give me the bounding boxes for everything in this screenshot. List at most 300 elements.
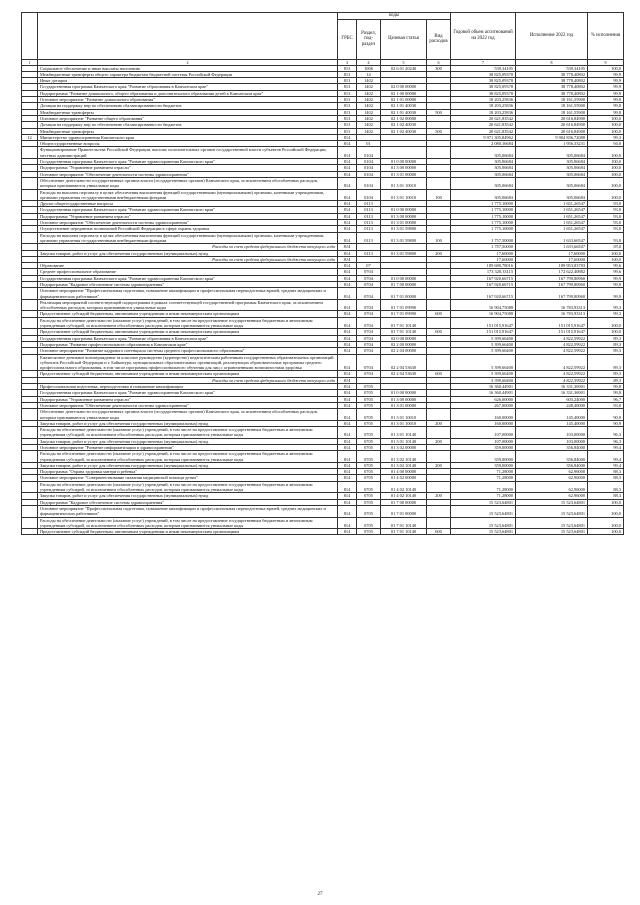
row-name: Предоставление субсидий бюджетным, автономным учреждениям и иным некоммерческим организациям — [38, 329, 338, 335]
row-plan-amount: 17,60000 — [451, 250, 516, 256]
row-number — [22, 288, 38, 300]
table-row — [22, 427, 624, 439]
row-target-article: 01 4 02 10140 — [381, 493, 427, 499]
row-number — [22, 354, 38, 371]
row-section: 0104 — [357, 171, 381, 177]
row-section: 1402 — [357, 90, 381, 96]
row-plan-amount: 1 775,10000 — [451, 201, 516, 207]
row-fact-amount: 145,40000 — [516, 420, 588, 426]
row-fact-amount: 1 651,26547 — [516, 207, 588, 213]
row-grbs: 814 — [338, 451, 357, 463]
row-grbs: 814 — [338, 499, 357, 505]
row-fact-amount: 1 651,26547 — [516, 201, 588, 207]
row-fact-amount: 539,34105 — [516, 65, 588, 71]
row-plan-amount: 38 825,09378 — [451, 90, 516, 96]
row-section: 0104 — [357, 177, 381, 189]
row-section: 0705 — [357, 396, 381, 402]
row-percent: 100,0 — [588, 499, 624, 505]
row-fact-amount: 103,00000 — [516, 427, 588, 439]
row-section: 0705 — [357, 438, 381, 444]
row-plan-amount: 359,00000 — [451, 451, 516, 463]
row-plan-amount: 38 825,09378 — [451, 84, 516, 90]
row-plan-amount: 359,00000 — [451, 445, 516, 451]
row-name: Осуществление переданных полномочий Российской Федерации в сфере охраны здоровья — [38, 226, 338, 232]
column-index: 9 — [588, 59, 624, 65]
row-percent: 100,0 — [588, 115, 624, 121]
row-target-article: 01 7 01 10140 — [381, 517, 427, 529]
row-target-article: 01 3 01 10010 — [381, 189, 427, 201]
column-index: 4 — [357, 59, 381, 65]
row-expense-type: 100 — [427, 232, 451, 244]
row-grbs: 814 — [338, 177, 357, 189]
row-plan-amount: 15 523,64801 — [451, 529, 516, 535]
row-name: Расходы за счет средств федерального бюджета текущего года — [38, 256, 338, 262]
row-grbs: 814 — [338, 371, 357, 377]
row-name: Подпрограмма "Управление развитием отрасли" — [38, 165, 338, 171]
row-target-article: 01 3 00 00000 — [381, 213, 427, 219]
row-percent: 100,0 — [588, 177, 624, 189]
row-target-article: 01 3 01 10010 — [381, 409, 427, 421]
row-percent: 99,6 — [588, 269, 624, 275]
row-target-article: 01 3 01 59800 — [381, 250, 427, 256]
row-expense-type: 600 — [427, 371, 451, 377]
row-fact-amount: 62,96000 — [516, 469, 588, 475]
row-name: Подпрограмма "Охрана здоровья матери и ребенка" — [38, 469, 338, 475]
row-grbs: 814 — [338, 213, 357, 219]
row-name: Государственная программа Камчатского края "Развитие здравоохранения Камчатского края" — [38, 390, 338, 396]
row-percent: 88,3 — [588, 475, 624, 481]
row-target-article: 01 7 01 09990 — [381, 311, 427, 317]
row-target-article: 02 0 00 00000 — [381, 84, 427, 90]
row-number — [22, 409, 38, 421]
row-fact-amount: 305,06684 — [516, 177, 588, 189]
row-target-article: 02 1 01 40030 — [381, 103, 427, 109]
row-plan-amount: 151 015,91647 — [451, 329, 516, 335]
row-percent: 99,8 — [588, 384, 624, 390]
row-percent: 88,3 — [588, 493, 624, 499]
row-percent: 99,3 — [588, 134, 624, 140]
row-grbs: 814 — [338, 493, 357, 499]
row-grbs: 814 — [338, 201, 357, 207]
row-section: 0113 — [357, 207, 381, 213]
row-fact-amount: 15 523,64801 — [516, 499, 588, 505]
row-name: Закупка товаров, работ и услуг для обеспечения государственных (муниципальных) нужд — [38, 250, 338, 256]
row-plan-amount: 1 775,10000 — [451, 207, 516, 213]
table-row — [22, 505, 624, 517]
row-plan-amount: 15 523,64801 — [451, 499, 516, 505]
row-plan-amount: 173 320,33115 — [451, 269, 516, 275]
row-target-article: 01 3 01 10140 — [381, 427, 427, 439]
row-grbs: 814 — [338, 517, 357, 529]
row-target-article: 01 0 00 00000 — [381, 390, 427, 396]
row-name: Расходы на выплаты персоналу в целях обеспечения выполнения функций государственными (муниципальными) органами, казенными учреждениями, органами управления государственными внебюджетными фондами — [38, 189, 338, 201]
row-percent: 99,3 — [588, 311, 624, 317]
row-name: Межбюджетные трансферты — [38, 128, 338, 134]
row-expense-type: 500 — [427, 109, 451, 115]
row-fact-amount: 20 616,84900 — [516, 122, 588, 128]
row-name: Среднее профессиональное образование — [38, 269, 338, 275]
row-name: Дотация на поддержку мер по обеспечению сбалансированности бюджетов — [38, 122, 338, 128]
row-name: Реализация мероприятий соответствующей подпрограммы в рамках соответствующей государственной программы Камчатского края, за исключением обособленных расходов, которым присваиваются уникальные коды — [38, 299, 338, 311]
row-fact-amount: 62,96000 — [516, 481, 588, 493]
row-plan-amount: 5 399,66400 — [451, 377, 516, 383]
row-fact-amount: 305,06684 — [516, 159, 588, 165]
row-target-article: 02 1 02 00000 — [381, 115, 427, 121]
row-percent: 89,3 — [588, 377, 624, 383]
row-fact-amount: 4 822,59922 — [516, 371, 588, 377]
row-plan-amount: 16 360,44901 — [451, 390, 516, 396]
row-percent: 88,3 — [588, 469, 624, 475]
row-target-article: 01 4 00 00000 — [381, 469, 427, 475]
row-fact-amount: 1 651,26547 — [516, 213, 588, 219]
row-plan-amount: 18 203,25836 — [451, 109, 516, 115]
row-fact-amount: 4 822,59922 — [516, 348, 588, 354]
row-grbs: 814 — [338, 226, 357, 232]
row-plan-amount: 20 621,83542 — [451, 115, 516, 121]
row-plan-amount: 20 621,83542 — [451, 128, 516, 134]
row-name: Государственная программа Камчатского края "Развитие образования в Камчатском крае" — [38, 84, 338, 90]
row-target-article: 02 1 02 40030 — [381, 122, 427, 128]
row-name: Расходы на выплаты персоналу в целях обеспечения выполнения функций государственными (муниципальными) органами, казенными учреждениями, органами управления государственными внебюджетными фондами — [38, 232, 338, 244]
row-percent: 99,9 — [588, 78, 624, 84]
row-grbs: 813 — [338, 97, 357, 103]
row-section: 0104 — [357, 165, 381, 171]
row-expense-type — [427, 147, 451, 159]
table-row — [22, 177, 624, 189]
row-name: Расходы за счет средств федерального бюджета текущего года — [38, 377, 338, 383]
row-target-article: 01 3 01 10010 — [381, 177, 427, 189]
row-plan-amount: 305,06684 — [451, 177, 516, 189]
row-grbs: 814 — [338, 481, 357, 493]
row-plan-amount: 1 757,50000 — [451, 244, 516, 250]
row-fact-amount: 1 633,66547 — [516, 244, 588, 250]
row-grbs: 814 — [338, 244, 357, 250]
row-percent: 100,0 — [588, 189, 624, 201]
row-grbs: 813 — [338, 71, 357, 77]
row-section: 1006 — [357, 65, 381, 71]
row-grbs: 814 — [338, 427, 357, 439]
row-section: 14 — [357, 71, 381, 77]
row-grbs: 814 — [338, 445, 357, 451]
row-section: 0113 — [357, 213, 381, 219]
row-section: 0113 — [357, 201, 381, 207]
row-target-article: 02 2 04 53630 — [381, 371, 427, 377]
row-name: Государственная программа Камчатского края "Развитие здравоохранения Камчатского края" — [38, 159, 338, 165]
row-fact-amount: 38 778,40802 — [516, 90, 588, 96]
row-fact-amount: 248,40000 — [516, 402, 588, 408]
row-fact-amount: 16 331,36901 — [516, 384, 588, 390]
row-section: 0705 — [357, 409, 381, 421]
row-fact-amount: 15 523,64801 — [516, 529, 588, 535]
col-number-header — [22, 13, 38, 60]
row-expense-type: 500 — [427, 128, 451, 134]
row-percent: 100,0 — [588, 147, 624, 159]
table-row — [22, 451, 624, 463]
row-section: 01 — [357, 141, 381, 147]
row-fact-amount: 1 651,26547 — [516, 220, 588, 226]
row-plan-amount: 5 399,66400 — [451, 348, 516, 354]
col-name-header — [38, 13, 338, 60]
row-grbs: 814 — [338, 420, 357, 426]
row-section: 1402 — [357, 115, 381, 121]
row-target-article: 01 4 02 10140 — [381, 481, 427, 493]
row-percent: 99,4 — [588, 451, 624, 463]
row-section: 0705 — [357, 402, 381, 408]
row-target-article: 01 3 01 00000 — [381, 171, 427, 177]
row-fact-amount: 151 015,91647 — [516, 329, 588, 335]
row-name: Закупка товаров, работ и услуг для обеспечения государственных (муниципальных) нужд — [38, 438, 338, 444]
row-percent: 100,0 — [588, 529, 624, 535]
row-grbs: 814 — [338, 329, 357, 335]
row-section: 0104 — [357, 147, 381, 159]
row-expense-type: 300 — [427, 65, 451, 71]
row-grbs: 814 — [338, 341, 357, 347]
row-name: Основное мероприятие "Развитие дошкольного образования" — [38, 97, 338, 103]
row-plan-amount: 17,60000 — [451, 256, 516, 262]
row-expense-type: 600 — [427, 529, 451, 535]
row-target-article: 01 7 01 00000 — [381, 288, 427, 300]
row-target-article: 01 7 01 10140 — [381, 529, 427, 535]
row-expense-type: 200 — [427, 462, 451, 468]
row-section: 0104 — [357, 189, 381, 201]
row-name: Основное мероприятие "Профессиональная подготовка, повышение квалификации и профессиональная переподготовка врачей, средних медицинских и фармацевтических работников" — [38, 505, 338, 517]
row-fact-amount: 356,84000 — [516, 462, 588, 468]
row-grbs: 814 — [338, 354, 357, 371]
row-fact-amount: 356,84000 — [516, 445, 588, 451]
row-fact-amount: 145,40000 — [516, 409, 588, 421]
row-percent: 99,9 — [588, 84, 624, 90]
row-fact-amount: 172 622,40882 — [516, 269, 588, 275]
row-percent: 99,4 — [588, 445, 624, 451]
row-target-article: 01 3 01 00000 — [381, 220, 427, 226]
row-percent: 99,8 — [588, 97, 624, 103]
row-target-article: 02 1 01 40030 — [381, 109, 427, 115]
row-target-article: 01 3 00 00000 — [381, 165, 427, 171]
row-expense-type — [427, 409, 451, 421]
row-percent: 100,0 — [588, 256, 624, 262]
row-section: 07 — [357, 263, 381, 269]
row-percent: 89,3 — [588, 335, 624, 341]
row-fact-amount: 62,96000 — [516, 493, 588, 499]
row-grbs: 814 — [338, 288, 357, 300]
table-header — [22, 13, 624, 66]
row-fact-amount: 17,60000 — [516, 256, 588, 262]
row-plan-amount: 1 775,10000 — [451, 226, 516, 232]
row-percent: 100,0 — [588, 517, 624, 529]
row-percent: 100,0 — [588, 329, 624, 335]
row-grbs: 814 — [338, 469, 357, 475]
row-percent: 90,9 — [588, 409, 624, 421]
row-target-article: 01 3 01 59800 — [381, 226, 427, 232]
fact-header: Исполнение 2022 год — [516, 13, 588, 60]
row-target-article: 01 7 01 10140 — [381, 317, 427, 329]
row-expense-type — [427, 177, 451, 189]
table-row — [22, 299, 624, 311]
row-grbs: 813 — [338, 90, 357, 96]
row-grbs: 814 — [338, 189, 357, 201]
row-plan-amount: 71,28000 — [451, 481, 516, 493]
row-expense-type — [427, 354, 451, 371]
row-percent: 96,7 — [588, 396, 624, 402]
row-section: 0705 — [357, 475, 381, 481]
row-grbs: 814 — [338, 317, 357, 329]
row-section: 1402 — [357, 128, 381, 134]
row-grbs: 814 — [338, 263, 357, 269]
row-section: 0704 — [357, 341, 381, 347]
row-percent: 90,9 — [588, 420, 624, 426]
row-expense-type: 200 — [427, 493, 451, 499]
row-grbs: 814 — [338, 275, 357, 281]
row-grbs: 814 — [338, 147, 357, 159]
row-target-article: 01 0 00 00000 — [381, 207, 427, 213]
row-grbs: 814 — [338, 299, 357, 311]
row-section: 0705 — [357, 493, 381, 499]
row-plan-amount: 160,00000 — [451, 409, 516, 421]
row-expense-type: 100 — [427, 189, 451, 201]
row-section: 0705 — [357, 499, 381, 505]
row-number — [22, 427, 38, 439]
row-name: Закупка товаров, работ и услуг для обеспечения государственных (муниципальных) нужд — [38, 420, 338, 426]
row-name: Ежемесячное денежное вознаграждение за классное руководство (кураторство) педагогическим работникам государственных образовательных организаций субъектов Российской Федерации и г. Байконура, муниципальных образовательных организаций, реализующих образовательные программы среднего профессионального образования, в том числе программы профессионального обучения для лиц с ограниченными возможностями здоровья — [38, 354, 338, 371]
row-fact-amount: 305,06684 — [516, 147, 588, 159]
row-grbs: 814 — [338, 335, 357, 341]
row-plan-amount: 5 399,66400 — [451, 341, 516, 347]
row-percent: 100,0 — [588, 250, 624, 256]
row-section: 0705 — [357, 384, 381, 390]
row-plan-amount: 38 825,09378 — [451, 71, 516, 77]
row-target-article: 01 3 02 10140 — [381, 451, 427, 463]
row-grbs: 814 — [338, 438, 357, 444]
row-name: Другие общегосударственные вопросы — [38, 201, 338, 207]
row-plan-amount: 71,28000 — [451, 469, 516, 475]
row-name: Общегосударственные вопросы — [38, 141, 338, 147]
row-fact-amount: 38 778,40802 — [516, 84, 588, 90]
target-article-header: Целевая статья — [381, 19, 427, 59]
row-percent: 99,9 — [588, 90, 624, 96]
row-percent: 93,0 — [588, 220, 624, 226]
row-fact-amount: 305,06684 — [516, 165, 588, 171]
row-grbs: 814 — [338, 390, 357, 396]
row-percent: 100,0 — [588, 159, 624, 165]
row-section: 0705 — [357, 451, 381, 463]
row-percent: 89,3 — [588, 348, 624, 354]
grbs-header: ГРБС — [338, 19, 357, 59]
row-percent: 100,0 — [588, 317, 624, 329]
column-index: 7 — [451, 59, 516, 65]
row-grbs: 814 — [338, 269, 357, 275]
row-expense-type — [427, 288, 451, 300]
row-fact-amount: 38 778,40802 — [516, 78, 588, 84]
row-expense-type — [427, 451, 451, 463]
row-name: Закупка товаров, работ и услуг для обеспечения государственных (муниципальных) нужд — [38, 493, 338, 499]
row-grbs: 814 — [338, 409, 357, 421]
row-name: Подпрограмма "Развитие профессионального образования в Камчатском крае" — [38, 341, 338, 347]
row-target-article: 02 0 00 00000 — [381, 335, 427, 341]
row-name: Государственная программа Камчатского края "Развитие здравоохранения Камчатского края" — [38, 207, 338, 213]
column-index: 1 — [22, 59, 38, 65]
row-name: Межбюджетные трансферты — [38, 109, 338, 115]
row-percent: 93,0 — [588, 232, 624, 244]
row-grbs: 814 — [338, 134, 357, 140]
column-index: 8 — [516, 59, 588, 65]
row-plan-amount: 167 920,66715 — [451, 275, 516, 281]
row-grbs: 813 — [338, 128, 357, 134]
row-plan-amount: 38 825,09378 — [451, 78, 516, 84]
row-fact-amount: 15 523,64801 — [516, 505, 588, 517]
row-percent: 99,9 — [588, 71, 624, 77]
row-target-article: 02 1 02 40030 — [381, 128, 427, 134]
row-section: 1402 — [357, 103, 381, 109]
row-name: Подпрограмма "Развитие дошкольного, общего образования и дополнительного образования детей в Камчатском крае" — [38, 90, 338, 96]
table-row — [22, 517, 624, 529]
row-plan-amount: 539,34105 — [451, 65, 516, 71]
row-percent: 93,0 — [588, 207, 624, 213]
row-section: 0705 — [357, 445, 381, 451]
row-name: Дотация на поддержку мер по обеспечению сбалансированности бюджетов — [38, 103, 338, 109]
row-section: 0113 — [357, 232, 381, 244]
row-fact-amount: 167 799,80960 — [516, 288, 588, 300]
row-name: Социальное обеспечение и иные выплаты населению — [38, 65, 338, 71]
row-target-article: 01 0 00 00000 — [381, 159, 427, 165]
row-grbs: 814 — [338, 207, 357, 213]
expense-type-header: Вид расходов — [427, 19, 451, 59]
row-target-article: 02 1 00 00000 — [381, 90, 427, 96]
row-name: Иные дотации — [38, 78, 338, 84]
row-percent: 99,9 — [588, 281, 624, 287]
row-plan-amount: 16 904,75088 — [451, 311, 516, 317]
row-percent: 99,8 — [588, 390, 624, 396]
row-section: 0704 — [357, 269, 381, 275]
row-number — [22, 451, 38, 463]
row-percent: 89,3 — [588, 354, 624, 371]
row-plan-amount: 305,06684 — [451, 165, 516, 171]
row-section: 0704 — [357, 354, 381, 371]
row-plan-amount: 15 523,64801 — [451, 505, 516, 517]
row-section: 0704 — [357, 335, 381, 341]
row-section: 0704 — [357, 371, 381, 377]
row-name: Расходы на обеспечение деятельности (оказание услуг) учреждений, в том числе на предоставление государственным бюджетным и автономным учреждениям субсидий, за исключением обособленных расходов, которым присваиваются уникальные коды — [38, 517, 338, 529]
row-target-article: 01 3 01 59800 — [381, 232, 427, 244]
row-plan-amount: 1 757,50000 — [451, 232, 516, 244]
row-fact-amount: 20 616,84900 — [516, 115, 588, 121]
row-section: 0704 — [357, 317, 381, 329]
row-expense-type: 200 — [427, 420, 451, 426]
row-name: Подпрограмма "Управление развитием отрасли" — [38, 213, 338, 219]
row-plan-amount: 305,06684 — [451, 147, 516, 159]
row-grbs: 814 — [338, 396, 357, 402]
row-plan-amount: 5 399,66400 — [451, 371, 516, 377]
row-plan-amount: 18 203,25836 — [451, 103, 516, 109]
row-target-article: 01 3 01 00000 — [381, 402, 427, 408]
row-grbs: 814 — [338, 171, 357, 177]
row-plan-amount: 359,00000 — [451, 462, 516, 468]
row-fact-amount: 305,06684 — [516, 189, 588, 201]
row-section: 0704 — [357, 299, 381, 311]
row-fact-amount: 20 616,84900 — [516, 128, 588, 134]
row-name: Обеспечение деятельности государственных органов власти (государственных органов) Камчатского края, за исключением обособленных расходов, которым присваиваются уникальные коды — [38, 409, 338, 421]
row-fact-amount: 167 799,80960 — [516, 281, 588, 287]
row-target-article: 01 3 02 00000 — [381, 445, 427, 451]
row-number: 12 — [22, 134, 38, 140]
row-name: Предоставление субсидий бюджетным, автономным учреждениям и иным некоммерческим организациям — [38, 311, 338, 317]
column-index: 5 — [381, 59, 427, 65]
row-fact-amount: 18 161,55900 — [516, 109, 588, 115]
row-section: 1402 — [357, 78, 381, 84]
row-grbs: 813 — [338, 103, 357, 109]
row-name: Основное мероприятие "Развитие кадрового потенциала системы среднего профессионального образования" — [38, 348, 338, 354]
row-grbs: 814 — [338, 159, 357, 165]
row-section: 0704 — [357, 311, 381, 317]
